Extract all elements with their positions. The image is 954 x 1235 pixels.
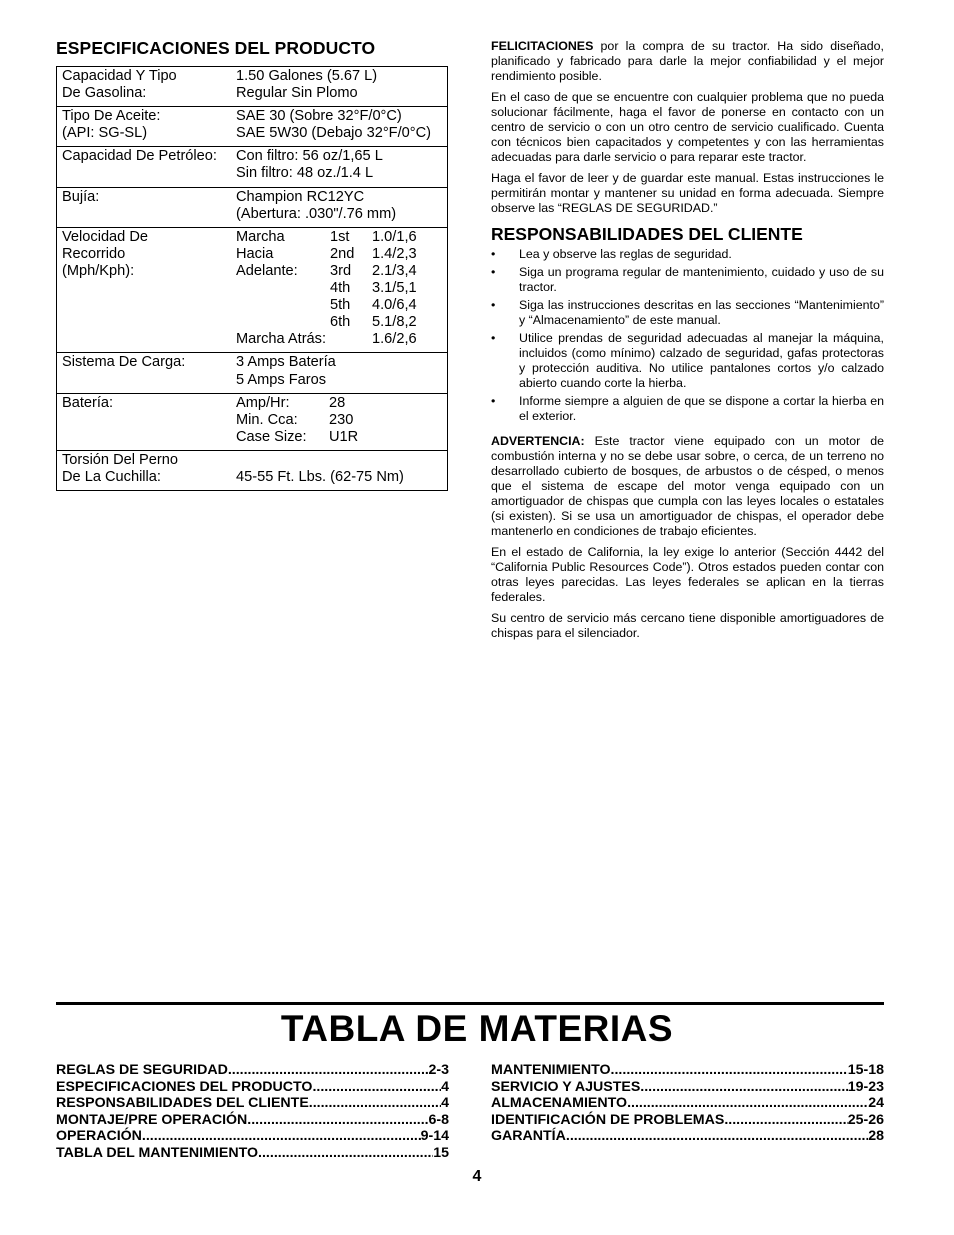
gear-speed: 1.4/2,3 bbox=[372, 245, 417, 262]
toc-leader-dots bbox=[640, 1079, 847, 1096]
california-paragraph: En el estado de California, la ley exige lo anterior (Sección 4442 del “California Public Resources Code”). Otros estados pueden contar con otras leyes parecidas. Las leyes federales se aplican en la tierras federales. bbox=[491, 545, 884, 604]
toc-entry-title: MONTAJE/PRE OPERACIÓN bbox=[56, 1111, 248, 1128]
spec-label bbox=[57, 229, 236, 349]
toc-entry[interactable] bbox=[56, 1095, 449, 1112]
gear-number: 5th bbox=[330, 297, 351, 314]
battery-value: 28 bbox=[329, 394, 346, 411]
list-item: • Siga un programa regular de mantenimiento, cuidado y uso de su tractor. bbox=[491, 265, 884, 295]
toc-entry[interactable] bbox=[56, 1128, 449, 1145]
spec-label bbox=[57, 68, 236, 102]
toc-entry[interactable] bbox=[56, 1062, 449, 1079]
toc-entry[interactable] bbox=[56, 1079, 449, 1096]
spec-label-line: (API: SG-SL) bbox=[62, 125, 148, 142]
toc-entry-title: REGLAS DE SEGURIDAD bbox=[56, 1062, 228, 1078]
toc-entry-title: SERVICIO Y AJUSTES bbox=[491, 1078, 641, 1095]
toc-entry[interactable] bbox=[56, 1145, 449, 1162]
toc-leader-dots bbox=[142, 1128, 421, 1145]
gear-number: 4th bbox=[330, 280, 351, 297]
page-number: 4 bbox=[472, 1168, 482, 1185]
toc-entry[interactable] bbox=[491, 1062, 884, 1079]
battery-value: U1R bbox=[329, 428, 359, 445]
gear-number: 1st bbox=[330, 228, 350, 245]
gear-speed: 2.1/3,4 bbox=[372, 262, 417, 279]
toc-entry-page: 4 bbox=[441, 1095, 449, 1111]
spec-value-line: 1.50 Galones (5.67 L) bbox=[236, 68, 378, 84]
toc-entry-page: 6-8 bbox=[428, 1111, 449, 1128]
toc-entry-page: 24 bbox=[868, 1095, 884, 1111]
toc-left-column bbox=[56, 1062, 449, 1161]
spec-label bbox=[57, 354, 236, 388]
toc-leader-dots bbox=[627, 1095, 868, 1112]
spec-row-spark-plug bbox=[57, 187, 447, 227]
battery-key: Case Size: bbox=[236, 428, 307, 445]
toc-entry[interactable] bbox=[491, 1095, 884, 1112]
spec-label-line: Tipo De Aceite: bbox=[62, 108, 161, 125]
spec-value-line: Regular Sin Plomo bbox=[236, 85, 358, 102]
toc-entry-title: OPERACIÓN bbox=[56, 1128, 142, 1144]
spec-label bbox=[57, 395, 236, 446]
forward-label: Marcha bbox=[236, 228, 285, 245]
spec-label-line: Batería: bbox=[62, 394, 114, 411]
gear-speed: 1.0/1,6 bbox=[372, 228, 417, 245]
toc-entry[interactable] bbox=[491, 1112, 884, 1129]
congrats-text: por la compra de su tractor. Ha sido diseñado, planificado y fabricado para darle la mejor confiabilidad y el mejor rendimiento posible. bbox=[491, 39, 884, 83]
list-item: • Utilice prendas de seguridad adecuadas al manejar la máquina, incluidos (como mínimo) calzado de seguridad, gafas protectoras y protección auditiva. No utilice pantalones cortos y/o calzado abierto cuando corte la hierba. bbox=[491, 331, 884, 391]
toc-entry[interactable] bbox=[56, 1112, 449, 1129]
service-center-paragraph: Su centro de servicio más cercano tiene disponible amortiguadores de chispas para el silenciador. bbox=[491, 611, 884, 640]
spec-value-line: 3 Amps Batería bbox=[236, 354, 336, 371]
spec-row-battery bbox=[57, 393, 447, 450]
toc-entry-title: MANTENIMIENTO bbox=[491, 1062, 611, 1078]
spec-value bbox=[236, 68, 447, 102]
spec-value-line: (Abertura: .030"/.76 mm) bbox=[236, 205, 397, 222]
problem-paragraph: En el caso de que se encuentre con cualquier problema que no pueda solucionar fácilmente, haga el favor de ponerse en contacto con un centro de servicio o con un otro centro de servicio cualificado. Cuenta con técnicos bien capacitados y competentes y con las herramientas adecuadas para darle servicio o para reparar este tractor. bbox=[491, 90, 884, 164]
spec-label bbox=[57, 452, 236, 486]
spec-value-line: Champion RC12YC bbox=[236, 188, 365, 205]
forward-label: Hacia bbox=[236, 245, 274, 262]
spec-row-oil-type bbox=[57, 106, 447, 146]
toc-entry-page: 4 bbox=[441, 1078, 449, 1095]
reverse-speed: 1.6/2,6 bbox=[372, 331, 417, 348]
gear-speed: 5.1/8,2 bbox=[372, 314, 417, 331]
toc-entry-title: ALMACENAMIENTO bbox=[491, 1095, 628, 1111]
spec-row-blade-torque bbox=[57, 450, 447, 490]
toc-entry-page: 19-23 bbox=[847, 1078, 884, 1095]
toc-entry[interactable] bbox=[491, 1128, 884, 1145]
spec-label bbox=[57, 148, 236, 182]
spec-label-line: Sistema De Carga: bbox=[62, 354, 186, 371]
toc-leader-dots bbox=[611, 1062, 848, 1079]
specs-table bbox=[56, 66, 448, 491]
toc-entry-title: GARANTÍA bbox=[491, 1128, 566, 1144]
spec-label-line: Capacidad De Petróleo: bbox=[62, 148, 217, 165]
spec-value-line: 45-55 Ft. Lbs. (62-75 Nm) bbox=[236, 468, 404, 485]
spec-row-speed bbox=[57, 227, 447, 353]
battery-key: Amp/Hr: bbox=[236, 394, 290, 411]
toc-entry-page: 15 bbox=[433, 1144, 449, 1161]
forward-label: Adelante: bbox=[236, 262, 298, 279]
spec-value-line: SAE 5W30 (Debajo 32°F/0°C) bbox=[236, 125, 431, 142]
responsibilities-heading: RESPONSABILIDADES DEL CLIENTE bbox=[491, 224, 803, 244]
spec-value-line: SAE 30 (Sobre 32°F/0°C) bbox=[236, 108, 402, 125]
gear-number: 6th bbox=[330, 314, 351, 331]
spec-value bbox=[236, 395, 447, 446]
list-item: • Siga las instrucciones descritas en las secciones “Mantenimiento” y “Almacenamiento” de este manual. bbox=[491, 298, 884, 328]
toc-leader-dots bbox=[724, 1112, 847, 1129]
manual-paragraph: Haga el favor de leer y de guardar este manual. Estas instrucciones le permitirán montar y mantener su unidad en forma adecuada. Siempre observe las “REGLAS DE SEGURIDAD.” bbox=[491, 171, 884, 215]
warning-text: Este tractor viene equipado con un motor de combustión interna y no se debe usar sobre, o cerca, de un terreno no desarrollado cubierto de bosques, de arbustos o de césped, o menos que el sistema de escape del motor venga equipado con un amortiguador de chispas que cumpla con las leyes locales o estatales (si existen). Si se usa un amortiguador de chispas, el operador debe mantenerlo en condiciones de trabajo eficientes. bbox=[491, 434, 884, 538]
warning-paragraph bbox=[491, 434, 884, 539]
spec-label-line: De Gasolina: bbox=[62, 85, 147, 102]
gear-speed-table bbox=[236, 229, 447, 349]
responsibilities-list bbox=[491, 247, 884, 424]
battery-value: 230 bbox=[329, 411, 354, 428]
spec-label-line: (Mph/Kph): bbox=[62, 262, 135, 279]
spec-label-line: De La Cuchilla: bbox=[62, 468, 161, 485]
reverse-label: Marcha Atrás: bbox=[236, 331, 327, 348]
spec-label-line: Bujía: bbox=[62, 188, 100, 205]
spec-value bbox=[236, 354, 447, 388]
spec-label bbox=[57, 189, 236, 223]
toc-title: TABLA DE MATERIAS bbox=[280, 1008, 674, 1049]
toc-divider bbox=[56, 1002, 884, 1005]
gear-speed: 4.0/6,4 bbox=[372, 297, 417, 314]
spec-row-charging bbox=[57, 352, 447, 392]
toc-entry-page: 25-26 bbox=[847, 1111, 884, 1128]
spec-row-fuel bbox=[57, 67, 447, 106]
spec-label-line: Capacidad Y Tipo bbox=[62, 68, 177, 84]
spec-label bbox=[57, 108, 236, 142]
toc-leader-dots bbox=[258, 1145, 433, 1162]
toc-entry-page: 28 bbox=[868, 1128, 884, 1144]
toc-entry-title: RESPONSABILIDADES DEL CLIENTE bbox=[56, 1095, 309, 1111]
spec-label-line: Velocidad De bbox=[62, 228, 149, 245]
gear-speed: 3.1/5,1 bbox=[372, 280, 417, 297]
spec-value-line: Con filtro: 56 oz/1,65 L bbox=[236, 148, 383, 165]
warning-label: ADVERTENCIA: bbox=[491, 434, 585, 448]
toc-entry-title: TABLA DEL MANTENIMIENTO bbox=[56, 1144, 259, 1161]
spec-value bbox=[236, 189, 447, 223]
toc-entry-title: IDENTIFICACIÓN DE PROBLEMAS bbox=[491, 1111, 725, 1128]
specs-heading: ESPECIFICACIONES DEL PRODUCTO bbox=[56, 38, 376, 58]
spec-label-line: Torsión Del Perno bbox=[62, 451, 178, 468]
list-item: • Informe siempre a alguien de que se dispone a cortar la hierba en el exterior. bbox=[491, 394, 884, 424]
toc-entry[interactable] bbox=[491, 1079, 884, 1096]
congrats-bold: FELICITACIONES bbox=[491, 39, 594, 53]
spec-label-line: Recorrido bbox=[62, 245, 126, 262]
toc-leader-dots bbox=[309, 1095, 441, 1112]
toc-leader-dots bbox=[312, 1079, 441, 1096]
toc-leader-dots bbox=[566, 1128, 868, 1145]
spec-value bbox=[236, 148, 447, 182]
right-column bbox=[491, 39, 884, 647]
spec-value-line: Sin filtro: 48 oz./1.4 L bbox=[236, 165, 374, 182]
spec-value bbox=[236, 452, 447, 486]
toc-leader-dots bbox=[228, 1062, 429, 1079]
spec-value bbox=[236, 108, 447, 142]
list-item: • Lea y observe las reglas de seguridad. bbox=[491, 247, 884, 262]
toc-leader-dots bbox=[247, 1112, 428, 1129]
battery-key: Min. Cca: bbox=[236, 411, 298, 428]
battery-table bbox=[236, 395, 447, 446]
toc-entry-page: 9-14 bbox=[420, 1128, 449, 1144]
spec-value bbox=[236, 229, 447, 349]
gear-number: 2nd bbox=[330, 245, 355, 262]
toc-entry-title: ESPECIFICACIONES DEL PRODUCTO bbox=[56, 1078, 313, 1095]
gear-number: 3rd bbox=[330, 262, 352, 279]
congrats-paragraph bbox=[491, 39, 884, 84]
toc-right-column bbox=[491, 1062, 884, 1145]
spec-row-oil-capacity bbox=[57, 146, 447, 186]
toc-entry-page: 2-3 bbox=[428, 1062, 449, 1078]
toc-entry-page: 15-18 bbox=[847, 1062, 884, 1078]
spec-value-line: 5 Amps Faros bbox=[236, 371, 327, 388]
